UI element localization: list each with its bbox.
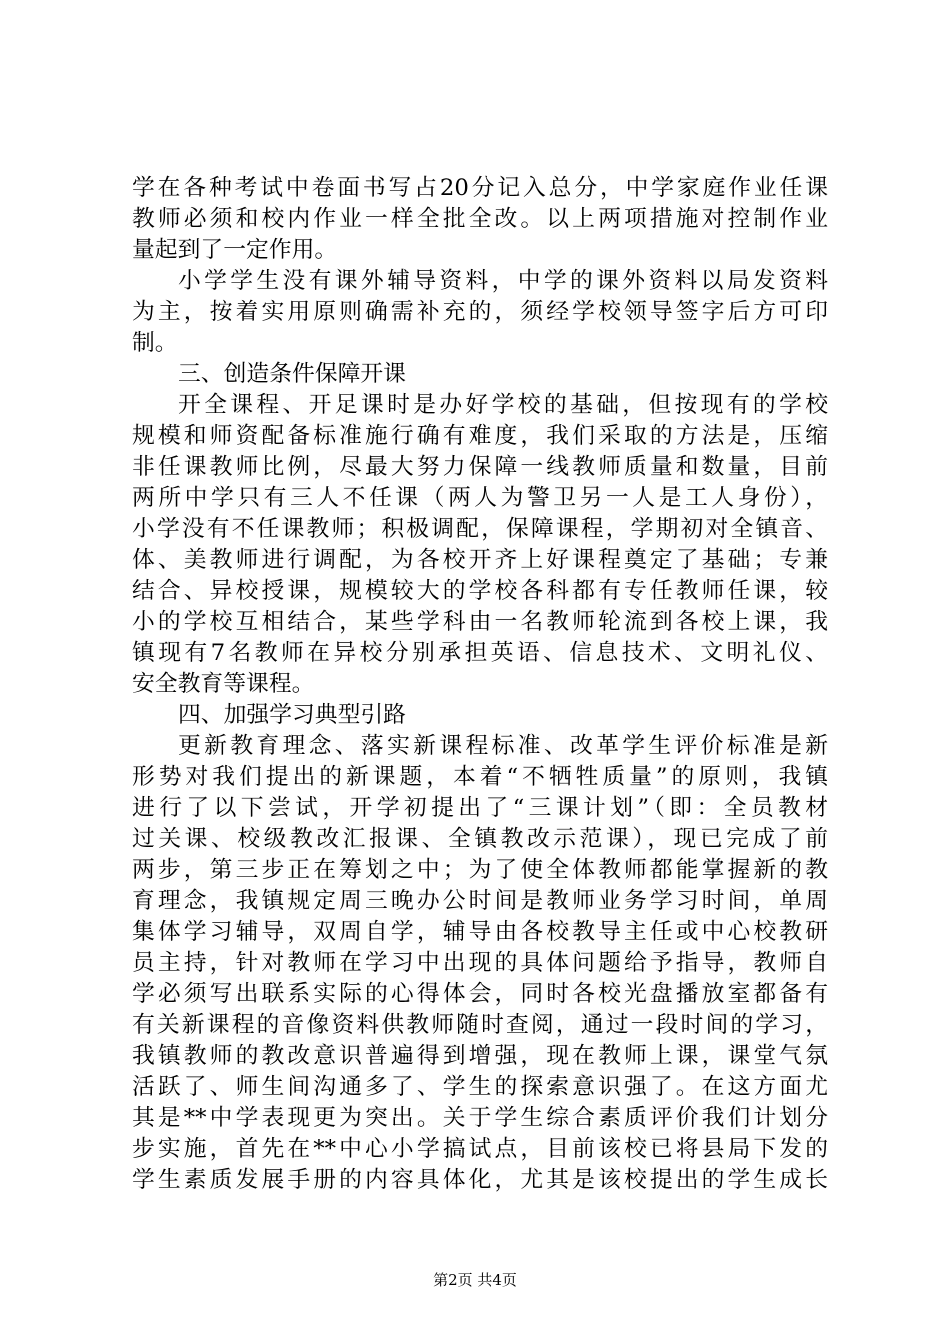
text-line: 开全课程、开足课时是办好学校的基础，但按现有的学校 (178, 392, 828, 418)
text-line: 量起到了一定作用。 (132, 237, 338, 263)
text-line: 进行了以下尝试，开学初提出了“三课计划”（即：全员教材 (132, 795, 828, 821)
text-line: 非任课教师比例，尽最大努力保障一线教师质量和数量，目前 (132, 454, 828, 480)
text-line: 为主，按着实用原则确需补充的，须经学校领导签字后方可印 (132, 299, 828, 325)
page-number: 第2页 共4页 (433, 1271, 517, 1289)
text-line: 其是**中学表现更为突出。关于学生综合素质评价我们计划分 (132, 1105, 828, 1131)
text-line: 我镇教师的教改意识普遍得到增强，现在教师上课，课堂气氛 (132, 1043, 828, 1069)
text-line: 结合、异校授课，规模较大的学校各科都有专任教师任课，较 (132, 578, 828, 604)
text-line: 学必须写出联系实际的心得体会，同时各校光盘播放室都备有 (132, 981, 828, 1007)
text-line: 四、加强学习典型引路 (178, 702, 406, 728)
text-line: 体、美教师进行调配，为各校开齐上好课程奠定了基础；专兼 (132, 547, 828, 573)
text-line: 更新教育理念、落实新课程标准、改革学生评价标准是新 (178, 733, 828, 759)
text-line: 员主持，针对教师在学习中出现的具体问题给予指导，教师自 (132, 950, 828, 976)
text-line: 小学没有不任课教师；积极调配，保障课程，学期初对全镇音、 (132, 516, 828, 542)
text-line: 活跃了、师生间沟通多了、学生的探索意识强了。在这方面尤 (132, 1074, 828, 1100)
text-line: 两所中学只有三人不任课（两人为警卫另一人是工人身份）， (132, 485, 828, 511)
text-line: 有关新课程的音像资料供教师随时查阅，通过一段时间的学习， (132, 1012, 828, 1038)
text-line: 学在各种考试中卷面书写占20分记入总分，中学家庭作业任课 (132, 175, 828, 201)
text-line: 镇现有7名教师在异校分别承担英语、信息技术、文明礼仪、 (132, 640, 828, 666)
text-line: 小学学生没有课外辅导资料，中学的课外资料以局发资料 (178, 268, 828, 294)
document-body (132, 173, 828, 1196)
text-line: 安全教育等课程。 (132, 671, 315, 697)
text-line: 三、创造条件保障开课 (178, 361, 406, 387)
text-line: 规模和师资配备标准施行确有难度，我们采取的方法是，压缩 (132, 423, 828, 449)
text-line: 形势对我们提出的新课题，本着“不牺牲质量”的原则，我镇 (132, 764, 828, 790)
text-line: 教师必须和校内作业一样全批全改。以上两项措施对控制作业 (132, 206, 828, 232)
page-footer (0, 1270, 950, 1290)
text-line: 小的学校互相结合，某些学科由一名教师轮流到各校上课，我 (132, 609, 828, 635)
text-line: 集体学习辅导，双周自学，辅导由各校教导主任或中心校教研 (132, 919, 828, 945)
text-line: 步实施，首先在**中心小学搞试点，目前该校已将县局下发的 (132, 1136, 828, 1162)
text-line: 过关课、校级教改汇报课、全镇教改示范课），现已完成了前 (132, 826, 828, 852)
text-line: 两步，第三步正在筹划之中；为了使全体教师都能掌握新的教 (132, 857, 828, 883)
text-line: 育理念，我镇规定周三晚办公时间是教师业务学习时间，单周 (132, 888, 828, 914)
text-line: 制。 (132, 330, 178, 356)
text-line: 学生素质发展手册的内容具体化，尤其是该校提出的学生成长 (132, 1167, 828, 1193)
